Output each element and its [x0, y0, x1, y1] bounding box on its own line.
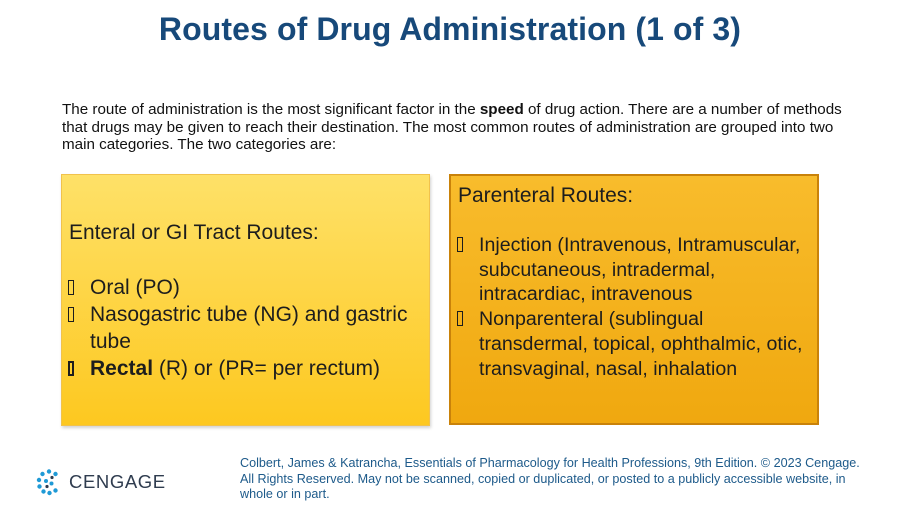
enteral-list: [68, 274, 418, 382]
injection-label: Injection (Intravenous, Intramuscular, subcutaneous, intradermal, intracardiac, intravenous: [479, 234, 801, 306]
copyright-footer: Colbert, James & Katrancha, Essentials of Pharmacology for Health Professions, 9th Edition. © 2023 Cengage. All Rights Reserved. May not be scanned, copied or duplicated, or posted to a publicly accessible website, in whole or in part.: [240, 456, 860, 502]
parenteral-list: [457, 233, 807, 381]
cengage-logo-text: CENGAGE: [69, 471, 166, 492]
bullet-box-icon: [457, 307, 477, 332]
slide-title: Routes of Drug Administration (1 of 3): [158, 11, 742, 47]
oral-label: Oral (PO): [90, 276, 180, 299]
rectal-label-bold: Rectal: [90, 357, 154, 380]
list-item-injection: [457, 233, 807, 307]
list-item-nasogastric: [68, 301, 418, 355]
list-item-oral: [68, 274, 418, 301]
cengage-logo: [35, 468, 166, 496]
rectal-label-rest: (R) or (PR= per rectum): [153, 357, 380, 380]
enteral-heading: Enteral or GI Tract Routes:: [69, 221, 319, 244]
nasogastric-label: Nasogastric tube (NG) and gastric tube: [90, 303, 408, 353]
parenteral-heading: Parenteral Routes:: [458, 184, 634, 207]
bullet-box-icon: [68, 355, 88, 382]
intro-paragraph: [62, 101, 842, 154]
bullet-box-icon: [68, 301, 88, 328]
nonparenteral-label: Nonparenteral (sublingual transdermal, topical, ophthalmic, otic, transvaginal, nasal, inhalation: [479, 308, 803, 380]
list-item-rectal: [68, 355, 418, 382]
cengage-logo-icon: [35, 468, 63, 496]
intro-text-start: The route of administration is the most significant factor in the: [62, 101, 480, 118]
intro-bold-speed: speed: [479, 101, 524, 118]
enteral-routes-box: [61, 174, 430, 426]
parenteral-routes-box: [449, 174, 819, 425]
intro-text-end: of drug action. There are a number of methods that drugs may be given to reach their destination. The most common routes of administration are grouped into two main categories. The two categories are:: [62, 101, 842, 153]
bullet-box-icon: [457, 233, 477, 258]
bullet-box-icon: [68, 274, 88, 301]
list-item-nonparenteral: [457, 307, 807, 381]
